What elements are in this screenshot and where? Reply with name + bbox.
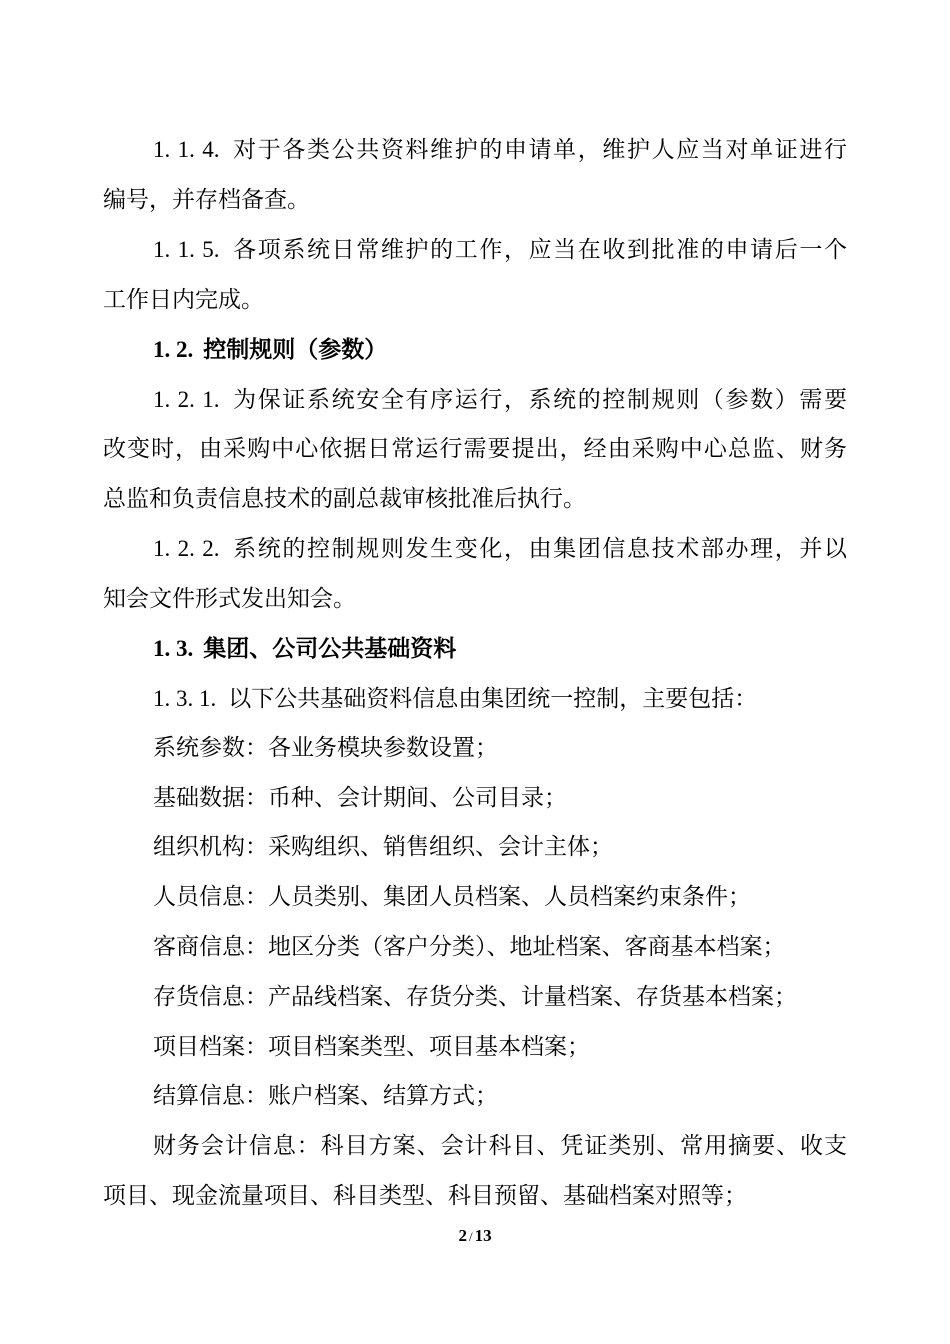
section-number: 1. 2.	[153, 337, 194, 362]
list-item-personnel: 人员信息：人员类别、集团人员档案、人员档案约束条件；	[153, 884, 751, 910]
section-title: 控制规则（参数）	[203, 337, 388, 363]
paragraph-1-1-5-line-1	[153, 233, 847, 267]
list-item-customer-supplier: 客商信息：地区分类（客户分类）、地址档案、客商基本档案；	[153, 934, 786, 960]
list-item-finance-line-1: 财务会计信息：科目方案、会计科目、凭证类别、常用摘要、收支	[153, 1133, 847, 1159]
list-item-organization: 组织机构：采购组织、销售组织、会计主体；	[153, 834, 613, 860]
clause-text: 以下公共基础资料信息由集团统一控制，主要包括：	[228, 686, 758, 712]
section-number: 1. 3.	[153, 636, 194, 661]
clause-number: 1. 1. 5.	[153, 237, 220, 262]
paragraph-1-3-1	[153, 682, 847, 716]
list-item-project: 项目档案：项目档案类型、项目基本档案；	[153, 1034, 590, 1060]
paragraph-1-2-2-line-1	[153, 532, 847, 566]
section-title: 集团、公司公共基础资料	[203, 636, 457, 662]
clause-text: 对于各类公共资料维护的申请单，维护人应当对单证进行	[231, 137, 848, 163]
paragraph-1-2-1-line-3: 总监和负责信息技术的副总裁审核批准后执行。	[103, 486, 586, 512]
page-separator: /	[468, 1229, 473, 1244]
paragraph-1-1-5-line-2: 工作日内完成。	[103, 287, 264, 313]
section-heading-1-3	[153, 632, 456, 666]
clause-number: 1. 2. 2.	[153, 536, 220, 561]
list-item-settlement: 结算信息：账户档案、结算方式；	[153, 1083, 498, 1109]
paragraph-1-1-4-line-2: 编号，并存档备查。	[103, 187, 310, 213]
total-pages: 13	[474, 1226, 492, 1245]
list-item-finance-line-2: 项目、现金流量项目、科目类型、科目预留、基础档案对照等；	[103, 1183, 747, 1209]
paragraph-1-2-1-line-1	[153, 383, 847, 417]
list-item-inventory: 存货信息：产品线档案、存货分类、计量档案、存货基本档案；	[153, 984, 797, 1010]
clause-number: 1. 2. 1.	[153, 387, 220, 412]
list-item-system-params: 系统参数：各业务模块参数设置；	[153, 735, 498, 761]
clause-number: 1. 3. 1.	[153, 686, 217, 711]
paragraph-1-2-2-line-2: 知会文件形式发出知会。	[103, 586, 356, 612]
clause-text: 为保证系统安全有序运行，系统的控制规则（参数）需要	[231, 387, 848, 413]
list-item-basic-data: 基础数据：币种、会计期间、公司目录；	[153, 785, 567, 811]
clause-text: 系统的控制规则发生变化，由集团信息技术部办理，并以	[231, 536, 848, 562]
clause-number: 1. 1. 4.	[153, 137, 220, 162]
page-number	[0, 1224, 950, 1249]
paragraph-1-1-4-line-1	[153, 133, 847, 167]
paragraph-1-2-1-line-2: 改变时，由采购中心依据日常运行需要提出，经由采购中心总监、财务	[103, 436, 847, 462]
clause-text: 各项系统日常维护的工作，应当在收到批准的申请后一个	[231, 237, 848, 263]
section-heading-1-2	[153, 333, 387, 367]
current-page: 2	[458, 1226, 467, 1245]
